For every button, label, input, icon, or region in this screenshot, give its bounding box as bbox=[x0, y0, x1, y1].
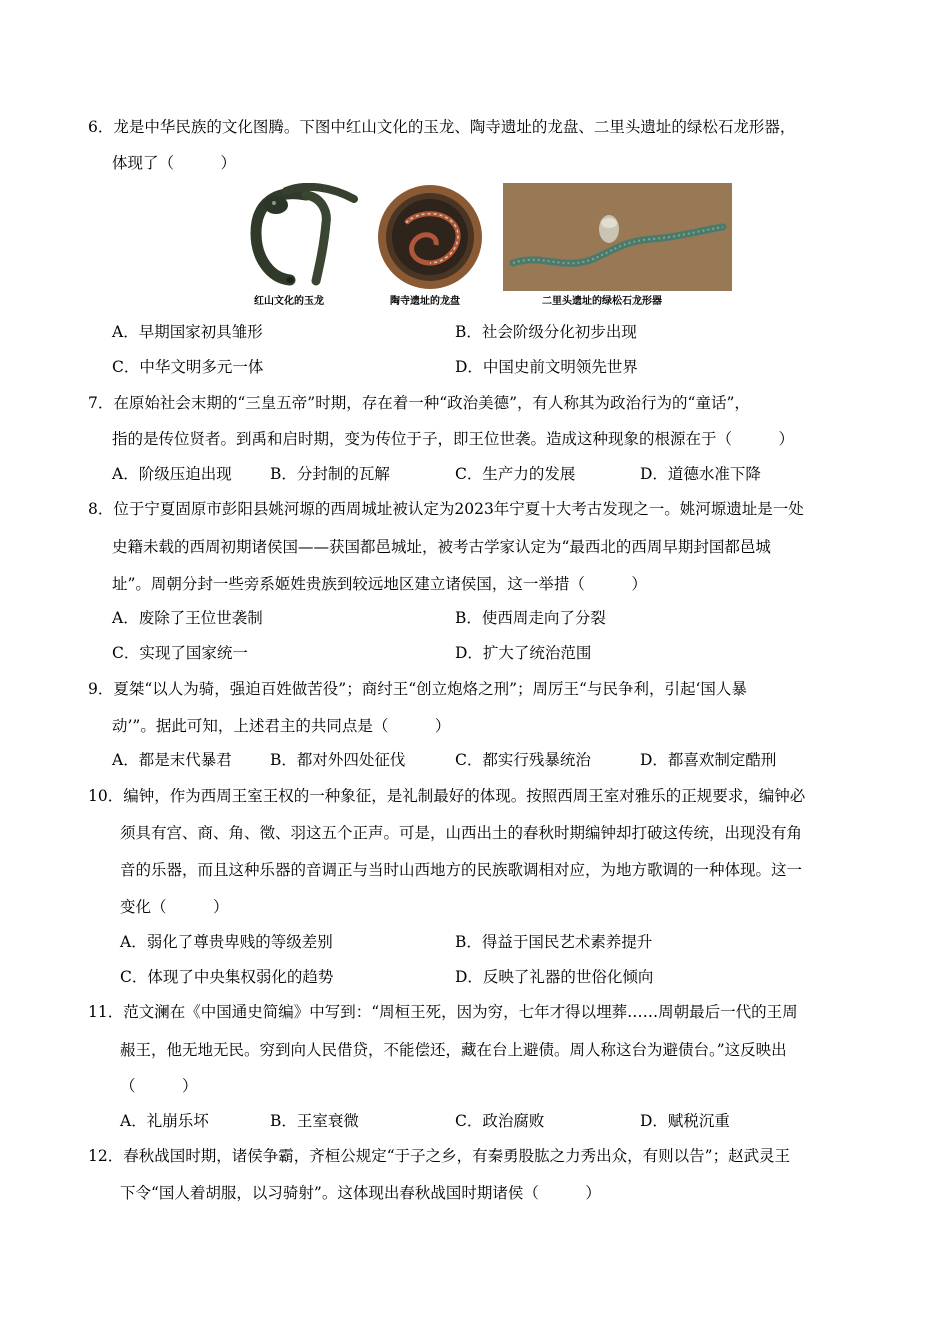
q6-option-d[interactable]: D．中国史前文明领先世界 bbox=[455, 358, 638, 376]
q7-option-a[interactable]: A．阶级压迫出现 bbox=[112, 465, 232, 483]
q7-option-c[interactable]: C．生产力的发展 bbox=[455, 465, 576, 483]
q7-stem-line-2: 指的是传位贤者。到禹和启时期，变为传位于子，即王位世袭。造成这种现象的根源在于（ ） bbox=[112, 430, 795, 448]
q10-option-d[interactable]: D．反映了礼器的世俗化倾向 bbox=[455, 968, 654, 986]
q8-option-c[interactable]: C．实现了国家统一 bbox=[112, 644, 248, 662]
q11-option-b[interactable]: B．王室衰微 bbox=[270, 1112, 359, 1130]
q9-option-c[interactable]: C．都实行残暴统治 bbox=[455, 751, 591, 769]
q8-stem-line-3: 址”。周朝分封一些旁系姬姓贵族到较远地区建立诸侯国，这一举措（ ） bbox=[112, 575, 647, 593]
q6-option-c[interactable]: C．中华文明多元一体 bbox=[112, 358, 264, 376]
q12-stem-line-1: 12．春秋战国时期，诸侯争霸，齐桓公规定“于子之乡，有秦勇股肱之力秀出众，有则以告”；赵武灵王 bbox=[88, 1147, 791, 1165]
q10-stem-line-4: 变化（ ） bbox=[120, 898, 229, 916]
q11-stem-line-2: 赧王，他无地无民。穷到向人民借贷，不能偿还，藏在台上避债。周人称这台为避债台。”这反映出 bbox=[120, 1041, 787, 1059]
q6-stem-line-2: 体现了（ ） bbox=[112, 154, 237, 172]
q8-option-a[interactable]: A．废除了王位世袭制 bbox=[112, 609, 263, 627]
q8-option-d[interactable]: D．扩大了统治范围 bbox=[455, 644, 592, 662]
q6-option-b[interactable]: B．社会阶级分化初步出现 bbox=[455, 323, 637, 341]
q6-stem-line-1: 6．龙是中华民族的文化图腾。下图中红山文化的玉龙、陶寺遗址的龙盘、二里头遗址的绿松石龙形器， bbox=[88, 118, 796, 136]
q10-option-a[interactable]: A．弱化了尊贵卑贱的等级差别 bbox=[120, 933, 333, 951]
q6-option-a[interactable]: A．早期国家初具雏形 bbox=[112, 323, 263, 341]
q11-stem-line-3: （ ） bbox=[120, 1077, 198, 1095]
q10-option-c[interactable]: C．体现了中央集权弱化的趋势 bbox=[120, 968, 334, 986]
q6-caption-turquoise-dragon: 二里头遗址的绿松石龙形器 bbox=[542, 296, 662, 307]
jade-dragon-image bbox=[246, 183, 362, 288]
q8-option-b[interactable]: B．使西周走向了分裂 bbox=[455, 609, 606, 627]
q9-stem-line-1: 9．夏桀“以人为骑，强迫百姓做苦役”；商纣王“创立炮烙之刑”；周厉王“与民争利，引起‘国人暴 bbox=[88, 680, 747, 698]
q6-figure-strip bbox=[246, 183, 732, 310]
q11-stem-line-1: 11．范文澜在《中国通史简编》中写到：“周桓王死，因为穷，七年才得以埋葬……周朝最后一代的王周 bbox=[88, 1003, 798, 1021]
q11-option-d[interactable]: D．赋税沉重 bbox=[640, 1112, 730, 1130]
q8-stem-line-1: 8．位于宁夏固原市彭阳县姚河塬的西周城址被认定为2023年宁夏十大考古发现之一。姚河塬遗址是一处 bbox=[88, 500, 804, 518]
turquoise-dragon-image bbox=[503, 183, 732, 291]
q12-stem-line-2: 下令“国人着胡服，以习骑射”。这体现出春秋战国时期诸侯（ ） bbox=[120, 1184, 601, 1202]
q10-stem-line-3: 音的乐器，而且这种乐器的音调正与当时山西地方的民族歌调相对应，为地方歌调的一种体现。这一 bbox=[120, 861, 803, 879]
q9-stem-line-2: 动’”。据此可知，上述君主的共同点是（ ） bbox=[112, 717, 451, 735]
q9-option-a[interactable]: A．都是末代暴君 bbox=[112, 751, 232, 769]
q7-option-b[interactable]: B．分封制的瓦解 bbox=[270, 465, 390, 483]
q6-caption-jade-dragon: 红山文化的玉龙 bbox=[254, 296, 324, 307]
q8-stem-line-2: 史籍未载的西周初期诸侯国——获国都邑城址，被考古学家认定为“最西北的西周早期封国都邑城 bbox=[112, 538, 771, 556]
q10-option-b[interactable]: B．得益于国民艺术素养提升 bbox=[455, 933, 653, 951]
q11-option-a[interactable]: A．礼崩乐坏 bbox=[120, 1112, 209, 1130]
q11-option-c[interactable]: C．政治腐败 bbox=[455, 1112, 545, 1130]
dragon-plate-image bbox=[376, 183, 484, 291]
q9-option-b[interactable]: B．都对外四处征伐 bbox=[270, 751, 406, 769]
q7-stem-line-1: 7．在原始社会末期的“三皇五帝”时期，存在着一种“政治美德”，有人称其为政治行为的“童话”， bbox=[88, 394, 750, 412]
q7-option-d[interactable]: D．道德水准下降 bbox=[640, 465, 761, 483]
q6-caption-dragon-plate: 陶寺遗址的龙盘 bbox=[390, 296, 460, 307]
q10-stem-line-1: 10．编钟，作为西周王室王权的一种象征，是礼制最好的体现。按照西周王室对雅乐的正规要求，编钟必 bbox=[88, 787, 806, 805]
q10-stem-line-2: 须具有宫、商、角、徵、羽这五个正声。可是，山西出土的春秋时期编钟却打破这传统，出现没有角 bbox=[120, 824, 803, 842]
q9-option-d[interactable]: D．都喜欢制定酷刑 bbox=[640, 751, 777, 769]
